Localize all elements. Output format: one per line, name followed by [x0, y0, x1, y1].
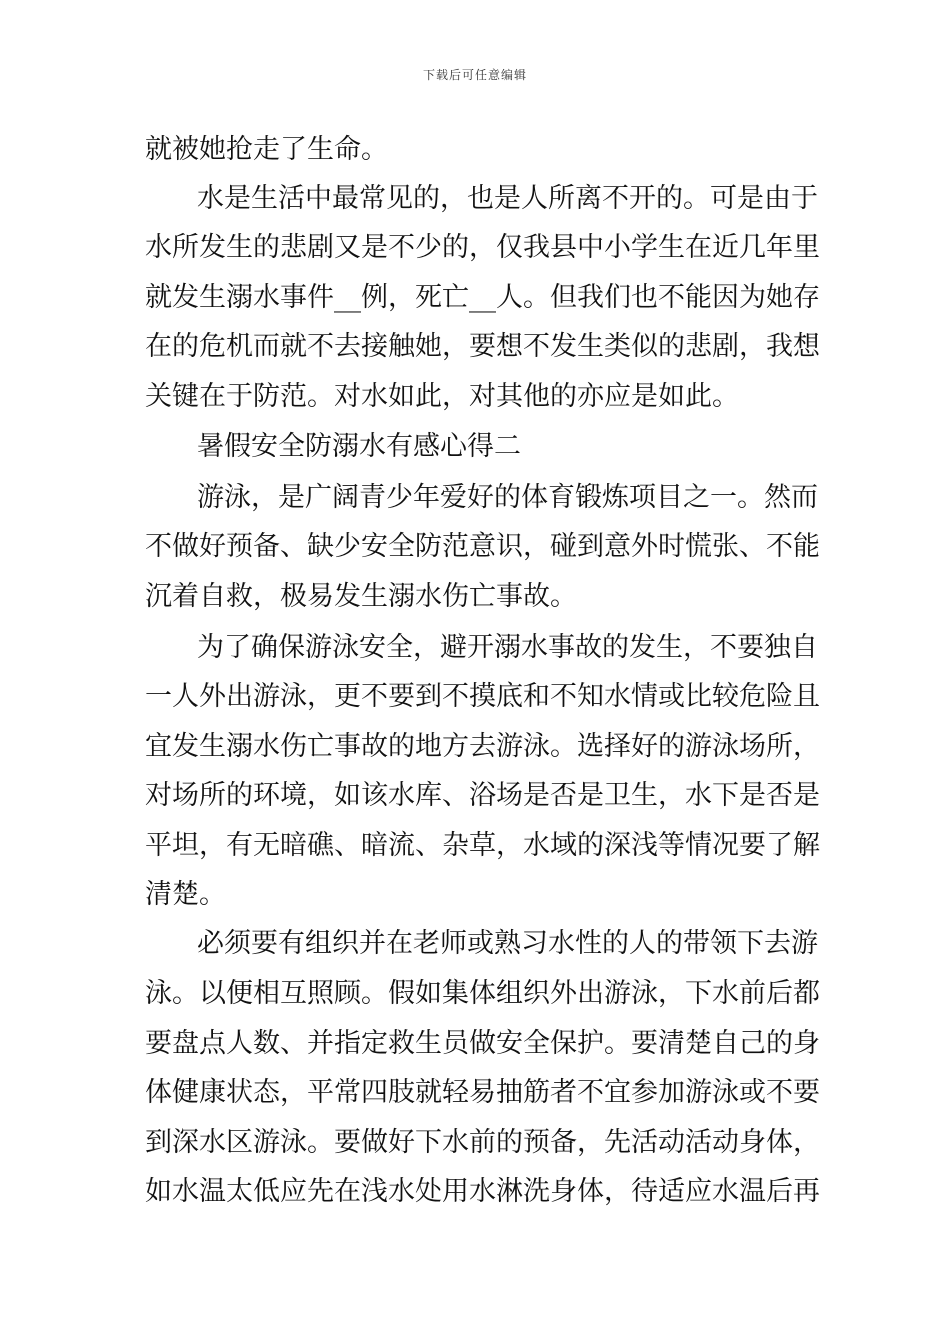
text-line: 一人外出游泳，更不要到不摸底和不知水情或比较危险且 — [145, 681, 820, 712]
text-line: 对场所的环境，如该水库、浴场是否是卫生，水下是否是 — [145, 780, 820, 811]
text-line: 沉着自救，极易发生溺水伤亡事故。 — [145, 581, 577, 612]
paragraph-start: 水是生活中最常见的，也是人所离不开的。可是由于 — [197, 183, 818, 214]
text-line: 水所发生的悲剧又是不少的，仅我县中小学生在近几年里 — [145, 232, 820, 263]
text-line: 宜发生溺水伤亡事故的地方去游泳。选择好的游泳场所， — [145, 731, 820, 762]
paragraph-start: 为了确保游泳安全，避开溺水事故的发生，不要独自 — [197, 632, 818, 663]
paragraph-start: 必须要有组织并在老师或熟习水性的人的带领下去游 — [197, 928, 818, 959]
text-line: 清楚。 — [145, 879, 226, 910]
text-line: 关键在于防范。对水如此，对其他的亦应是如此。 — [145, 381, 739, 412]
text-line: 平坦，有无暗礁、暗流、杂草，水域的深浅等情况要了解 — [145, 830, 820, 861]
text-line: 就发生溺水事件__例，死亡__人。但我们也不能因为她存 — [145, 282, 820, 313]
text-line: 泳。以便相互照顾。假如集体组织外出游泳，下水前后都 — [145, 978, 820, 1009]
section-heading: 暑假安全防溺水有感心得二 — [197, 431, 521, 462]
text-line: 要盘点人数、并指定救生员做安全保护。要清楚自己的身 — [145, 1028, 820, 1059]
text-line: 体健康状态，平常四肢就轻易抽筋者不宜参加游泳或不要 — [145, 1077, 820, 1108]
text-line: 不做好预备、缺少安全防范意识，碰到意外时慌张、不能 — [145, 531, 820, 562]
text-line: 如水温太低应先在浅水处用水淋洗身体，待适应水温后再 — [145, 1176, 820, 1207]
text-line: 在的危机而就不去接触她，要想不发生类似的悲剧，我想 — [145, 331, 820, 362]
paragraph-start: 游泳，是广阔青少年爱好的体育锻炼项目之一。然而 — [197, 482, 818, 513]
header-note: 下载后可任意编辑 — [422, 68, 527, 82]
text-line: 就被她抢走了生命。 — [145, 134, 388, 165]
text-line: 到深水区游泳。要做好下水前的预备，先活动活动身体， — [145, 1127, 820, 1158]
